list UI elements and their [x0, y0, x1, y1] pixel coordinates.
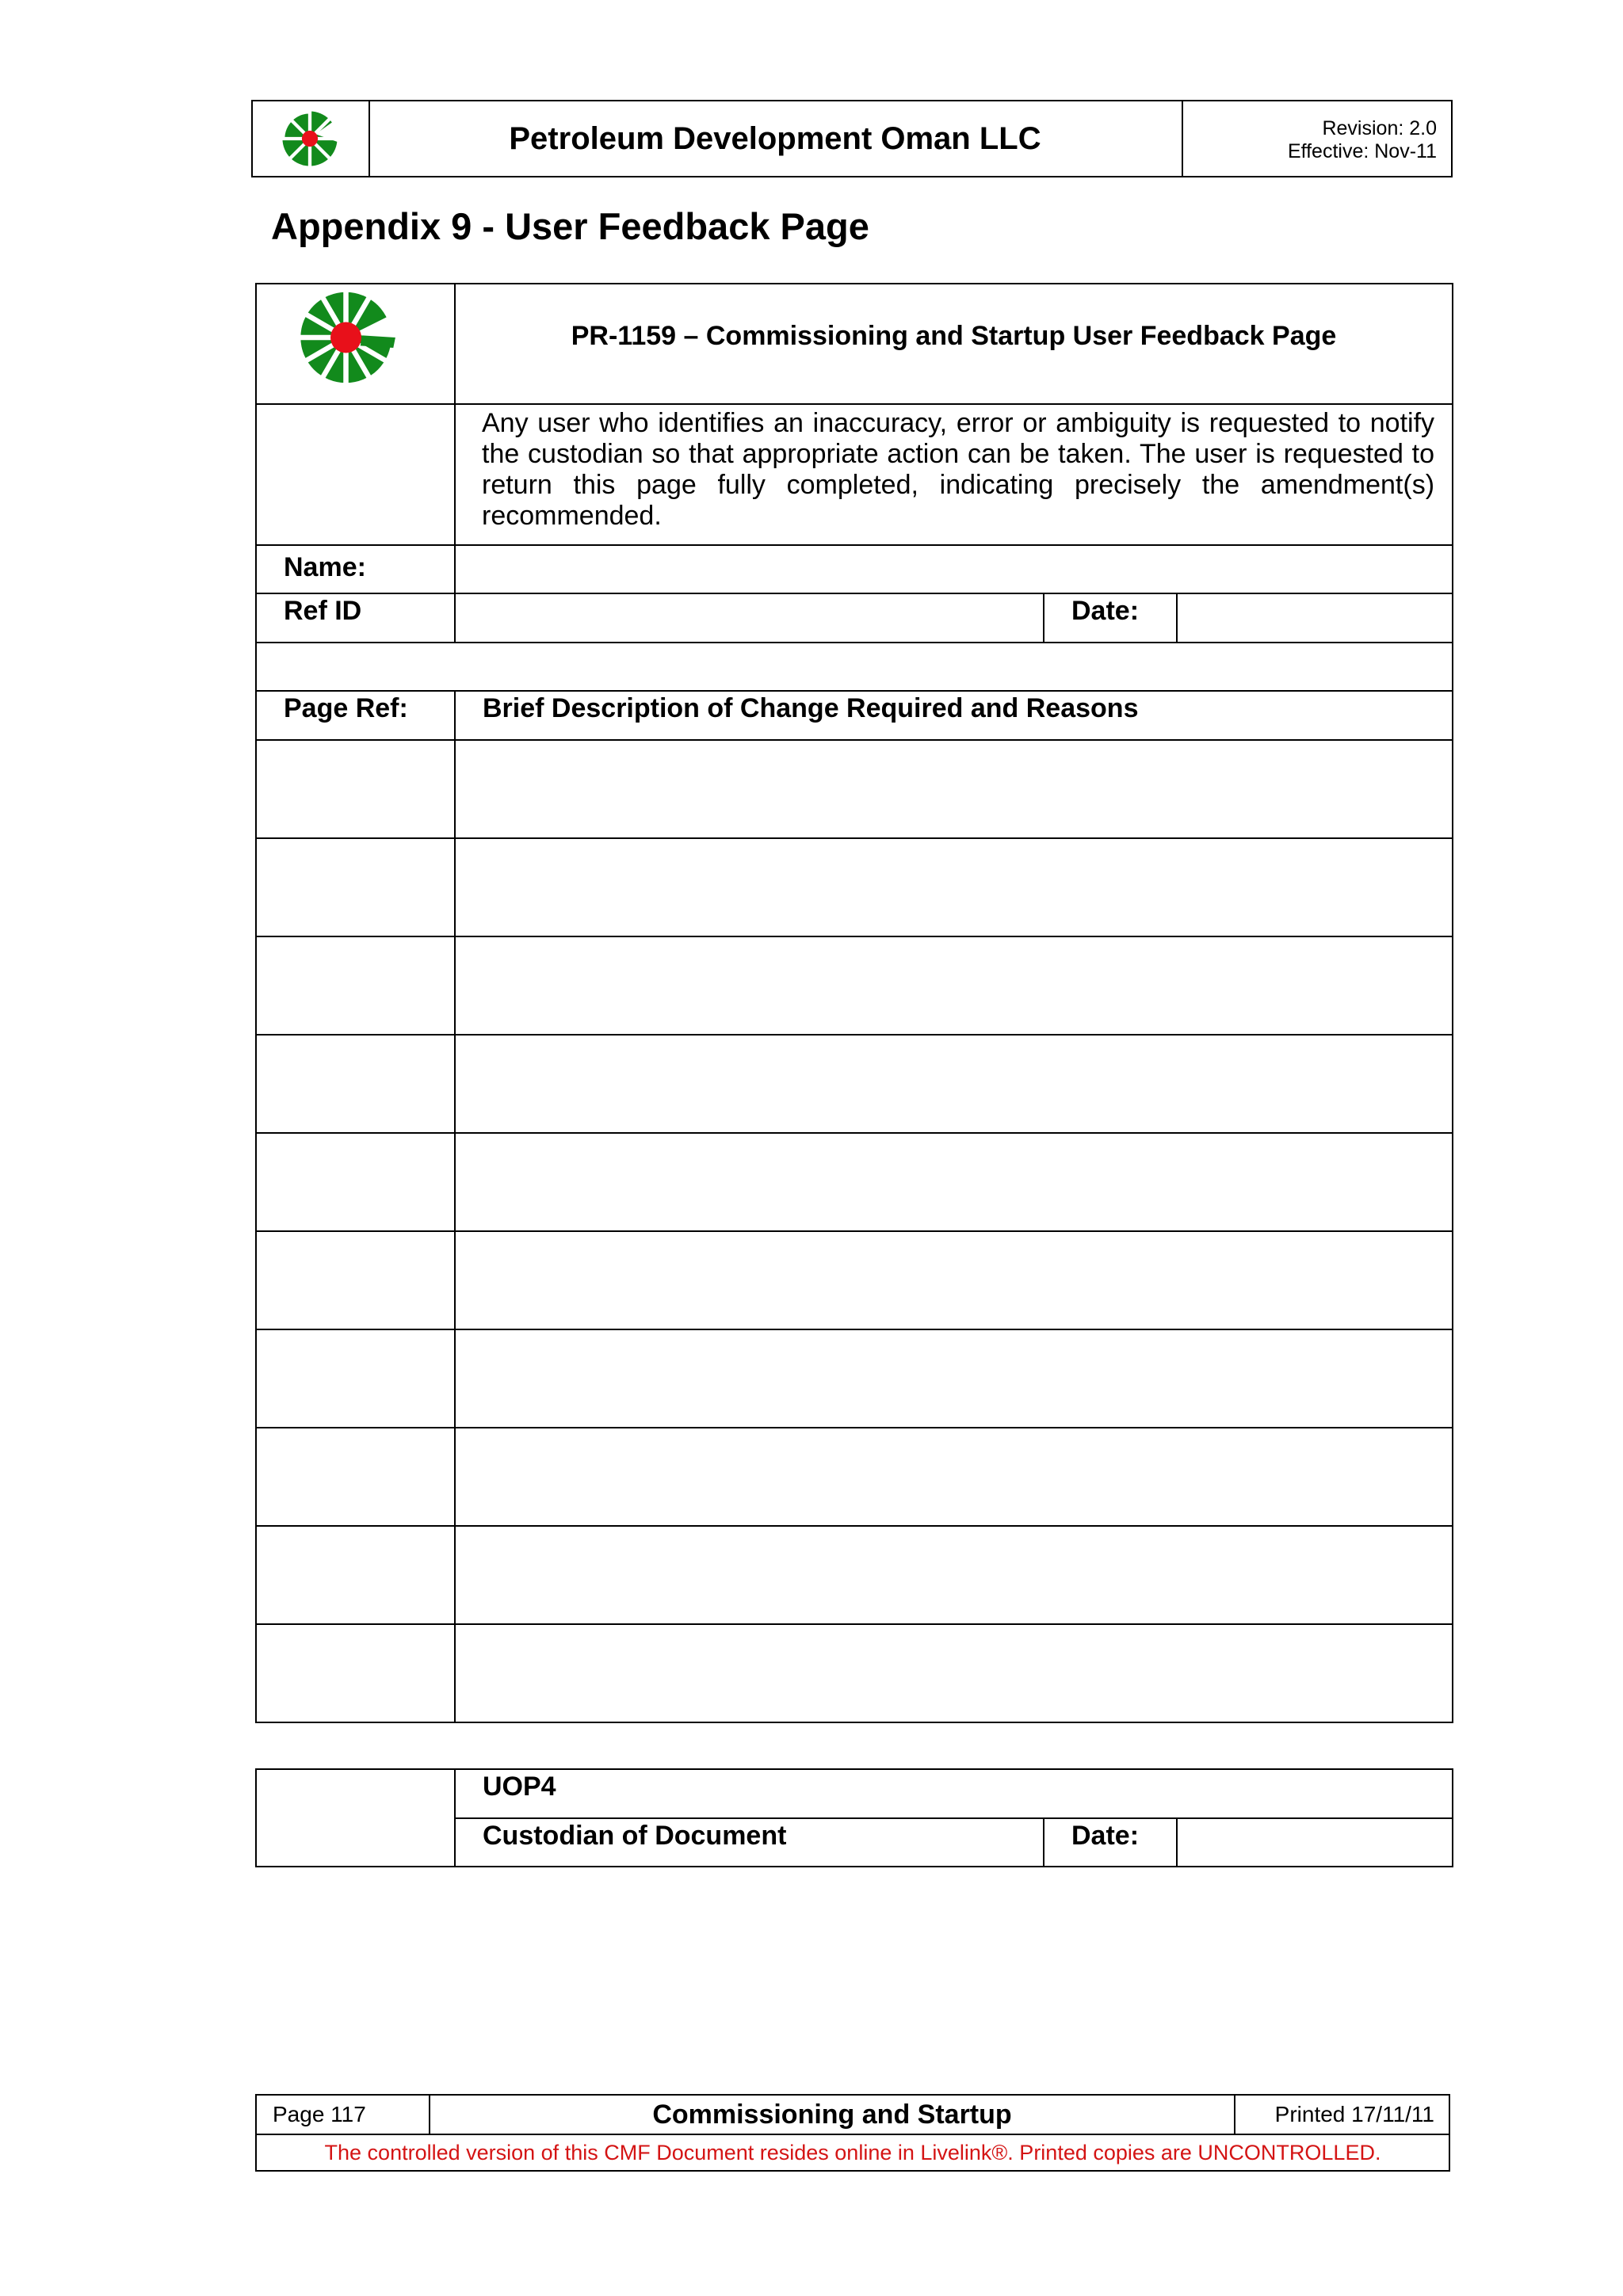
- revision-text: Revision: 2.0: [1322, 117, 1437, 139]
- description-header: Brief Description of Change Required and Reasons: [455, 691, 1453, 740]
- feedback-form-table: [255, 283, 1453, 1723]
- page-number: Page 117: [256, 2095, 430, 2134]
- date-label: Date:: [1044, 593, 1177, 643]
- description-field[interactable]: [455, 1624, 1453, 1722]
- intro-blank-cell: [256, 404, 455, 545]
- page-ref-field[interactable]: [256, 1329, 455, 1428]
- custodian-label: Custodian of Document: [455, 1818, 1044, 1867]
- description-field[interactable]: [455, 740, 1453, 838]
- intro-text: Any user who identifies an inaccuracy, error or ambiguity is requested to notify the custodian so that appropriate action can be taken. The user is requested to return this page fully completed, indicating precisely the amendment(s) recommended.: [455, 404, 1453, 545]
- company-name: Petroleum Development Oman LLC: [369, 101, 1183, 176]
- refid-label: Ref ID: [256, 593, 455, 643]
- description-field[interactable]: [455, 1526, 1453, 1624]
- spacer-row: [256, 643, 1453, 691]
- description-field[interactable]: [455, 1035, 1453, 1133]
- description-field[interactable]: [455, 936, 1453, 1035]
- page-ref-field[interactable]: [256, 1624, 455, 1722]
- page-ref-field[interactable]: [256, 1526, 455, 1624]
- page-ref-field[interactable]: [256, 740, 455, 838]
- custodian-code: UOP4: [455, 1769, 1453, 1818]
- footer-title: Commissioning and Startup: [430, 2095, 1235, 2134]
- refid-field[interactable]: [455, 593, 1044, 643]
- page-ref-field[interactable]: [256, 1231, 455, 1329]
- date-field[interactable]: [1177, 593, 1453, 643]
- page-ref-field[interactable]: [256, 838, 455, 936]
- description-field[interactable]: [455, 1329, 1453, 1428]
- page-ref-field[interactable]: [256, 1428, 455, 1526]
- description-field[interactable]: [455, 1231, 1453, 1329]
- custodian-date-field[interactable]: [1177, 1818, 1453, 1867]
- revision-block: [1183, 101, 1451, 176]
- name-field[interactable]: [455, 545, 1453, 593]
- custodian-date-label: Date:: [1044, 1818, 1177, 1867]
- document-header: [251, 100, 1453, 177]
- name-label: Name:: [256, 545, 455, 593]
- page-ref-field[interactable]: [256, 1035, 455, 1133]
- description-field[interactable]: [455, 838, 1453, 936]
- form-logo-cell: [256, 284, 455, 404]
- form-title: PR-1159 – Commissioning and Startup User Feedback Page: [455, 284, 1453, 404]
- page-ref-header: Page Ref:: [256, 691, 455, 740]
- printed-date: Printed 17/11/11: [1235, 2095, 1449, 2134]
- pdo-logo-icon: [278, 110, 342, 167]
- page-ref-field[interactable]: [256, 1133, 455, 1231]
- description-field[interactable]: [455, 1133, 1453, 1231]
- page-title: Appendix 9 - User Feedback Page: [271, 205, 869, 247]
- header-logo-cell: [253, 101, 370, 176]
- custodian-table: [255, 1768, 1453, 1867]
- controlled-copy-notice: The controlled version of this CMF Document resides online in Livelink®. Printed copies are UNCONTROLLED.: [256, 2134, 1449, 2171]
- page-ref-field[interactable]: [256, 936, 455, 1035]
- pdo-logo-icon: [284, 286, 418, 389]
- page-footer: [255, 2094, 1450, 2172]
- description-field[interactable]: [455, 1428, 1453, 1526]
- custodian-blank-cell: [256, 1769, 455, 1867]
- effective-date-text: Effective: Nov-11: [1287, 140, 1437, 162]
